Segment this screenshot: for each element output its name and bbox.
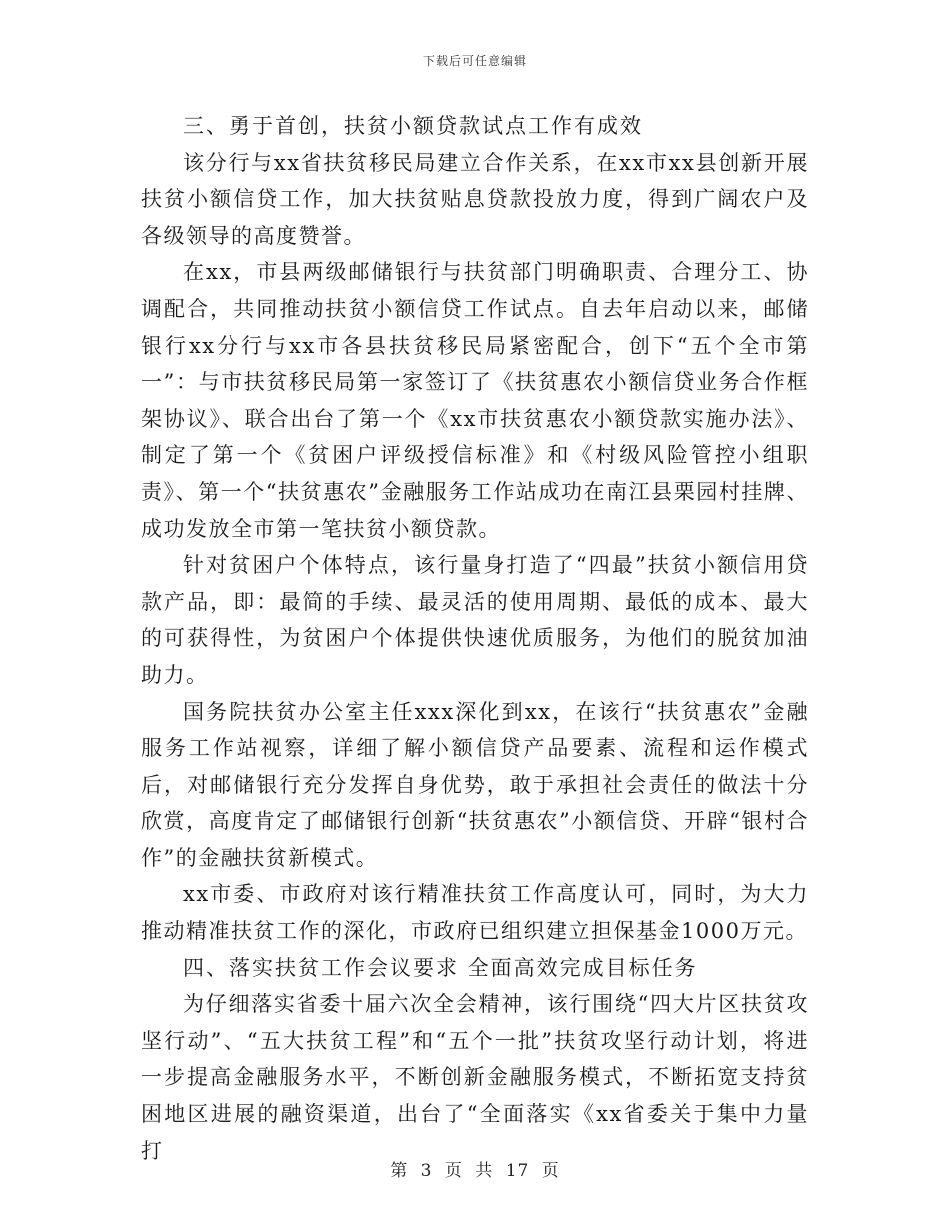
section-heading-3: 三、勇于首创，扶贫小额贷款试点工作有成效 bbox=[183, 114, 643, 138]
body-paragraph: xx市委、市政府对该行精准扶贫工作高度认可，同时，为大力推动精准扶贫工作的深化，市政府已组织建立担保基金1000万元。 bbox=[141, 882, 809, 944]
body-paragraph: 国务院扶贫办公室主任xxx深化到xx，在该行“扶贫惠农”金融服务工作站视察，详细了解小额信贷产品要素、流程和运作模式后，对邮储银行充分发挥自身优势，敢于承担社会责任的做法十分欣赏，高度肯定了邮储银行创新“扶贫惠农”小额信贷、开辟“银村合作”的金融扶贫新模式。 bbox=[141, 699, 809, 870]
body-paragraph: 针对贫困户个体特点，该行量身打造了“四最”扶贫小额信用贷款产品，即：最简的手续、最灵活的使用周期、最低的成本、最大的可获得性，为贫困户个体提供快速优质服务，为他们的脱贫加油助力。 bbox=[141, 553, 809, 687]
body-paragraph: 为仔细落实省委十届六次全会精神，该行围绕“四大片区扶贫攻坚行动”、“五大扶贫工程”和“五个一批”扶贫攻坚行动计划，将进一步提高金融服务水平，不断创新金融服务模式，不断拓宽支持贫困地区进展的融资渠道，出台了“全面落实《xx省委关于集中力量打 bbox=[141, 992, 809, 1163]
page-number-footer: 第 3 页 共 17 页 bbox=[390, 1161, 560, 1181]
section-heading-4: 四、落实扶贫工作会议要求 全面高效完成目标任务 bbox=[183, 955, 698, 980]
body-paragraph: 在xx，市县两级邮储银行与扶贫部门明确职责、合理分工、协调配合，共同推动扶贫小额信贷工作试点。自去年启动以来，邮储银行xx分行与xx市各县扶贫移民局紧密配合，创下“五个全市第一”：与市扶贫移民局第一家签订了《扶贫惠农小额信贷业务合作框架协议》、联合出台了第一个《xx市扶贫惠农小额贷款实施办法》、制定了第一个《贫困户评级授信标准》和《村级风险管控小组职责》、第一个“扶贫惠农”金融服务工作站成功在南江县栗园村挂牌、成功发放全市第一笔扶贫小额贷款。 bbox=[141, 260, 809, 541]
document-body bbox=[141, 108, 809, 1169]
page-header-note: 下载后可任意编辑 bbox=[422, 54, 527, 68]
body-paragraph: 该分行与xx省扶贫移民局建立合作关系，在xx市xx县创新开展扶贫小额信贷工作，加大扶贫贴息贷款投放力度，得到广阔农户及各级领导的高度赞誉。 bbox=[141, 150, 809, 248]
